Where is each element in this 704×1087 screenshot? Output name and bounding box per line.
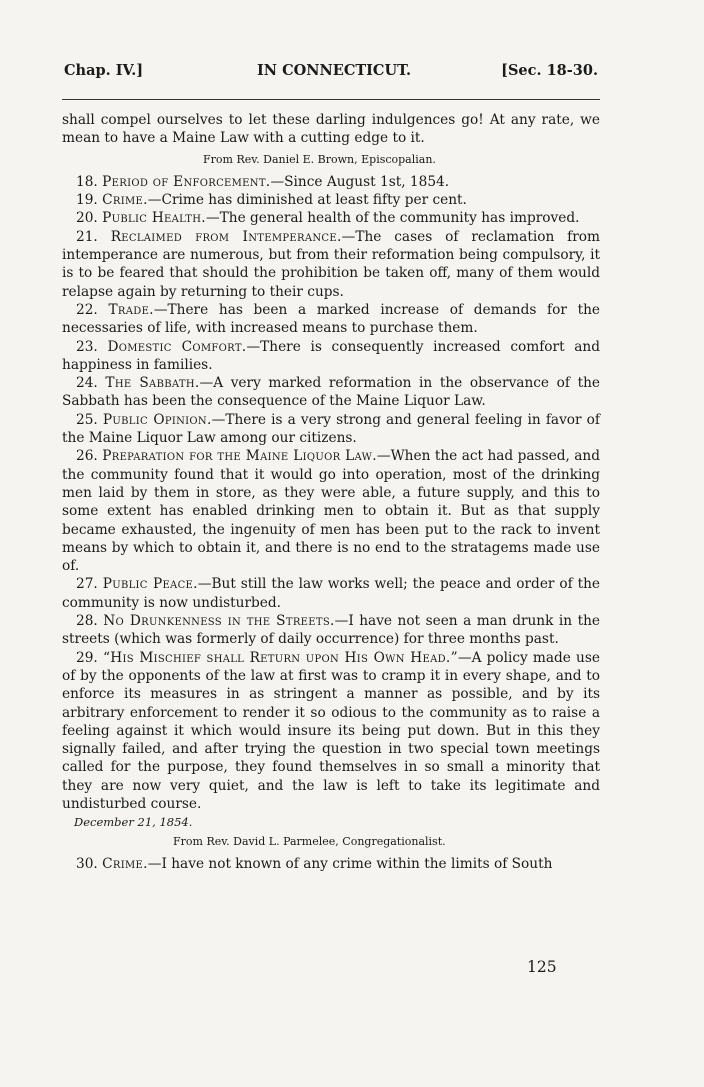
section-28 [62, 612, 600, 649]
section-29 [62, 649, 600, 814]
section-text: —I have not known of any crime within the limits of South [147, 855, 553, 872]
section-number: 25. [76, 411, 98, 428]
section-text: —I have not seen a man drunk in the streets (which was formerly of daily occurrence) for three months past. [62, 613, 601, 648]
section-text: —There has been a marked increase of demands for the necessaries of life, with increased means to purchase them. [62, 301, 600, 337]
section-text: —The cases of reclamation from intemperance are numerous, but from their reformation being compulsory, it is to be feared that should the prohibition be taken off, many of them would relapse again by returning to their cups. [62, 228, 600, 300]
section-number: 19. [76, 192, 98, 209]
section-text: —When the act had passed, and the community found that it would go into operation, most of the drinking men laid by them in store, as they were able, a future supply, and this to some extent has enabled drinking men to obtain it. But as that supply became exhausted, the ingenuity of men has been put to the rack to invent means by which to obtain it, and there is no end to the stratagems made use of. [62, 448, 600, 575]
section-heading: Public Opinion. [102, 411, 212, 428]
section-number: 26. [76, 448, 98, 465]
section-number: 21. [76, 228, 98, 245]
section-25 [62, 411, 600, 448]
section-number: 24. [76, 375, 98, 392]
header-rule [62, 99, 600, 100]
section-text: —But still the law works well; the peace and order of the community is now undisturbed. [62, 576, 601, 611]
section-heading: Domestic Comfort. [107, 338, 247, 355]
section-22 [62, 301, 600, 338]
section-text: —Crime has diminished at least fifty per cent. [147, 192, 467, 209]
section-heading: Crime. [102, 192, 148, 209]
section-number: 23. [76, 338, 98, 355]
section-number: 30. [76, 855, 98, 872]
section-18 [62, 173, 600, 191]
body-text [62, 111, 600, 873]
section-text: —A very marked reformation in the observance of the Sabbath has been the consequence of the Maine Liquor Law. [62, 375, 600, 410]
running-head-title: IN CONNECTICUT. [257, 62, 412, 79]
section-27 [62, 575, 600, 612]
section-number: 27. [76, 576, 98, 593]
section-heading: “His Mischief shall Return upon His Own Head.” [102, 649, 458, 666]
section-number: 18. [76, 173, 98, 190]
attribution-parmelee: From Rev. David L. Parmelee, Congregationalist. [173, 834, 446, 848]
section-number: 28. [76, 613, 98, 630]
section-21 [62, 228, 600, 301]
running-head-chapter: Chap. IV.] [64, 62, 144, 79]
section-heading: Reclaimed from Intemperance. [110, 228, 342, 245]
section-heading: Public Health. [102, 210, 206, 227]
section-20 [62, 209, 600, 227]
section-heading: No Drunkenness in the Streets. [103, 613, 335, 630]
opening-paragraph: shall compel ourselves to let these darling indulgences go! At any rate, we mean to have a Maine Law with a cutting edge to it. [62, 112, 600, 147]
letter-date: December 21, 1854. [74, 815, 193, 830]
section-26 [62, 447, 600, 575]
section-heading: Period of Enforcement. [102, 173, 271, 190]
section-24 [62, 374, 600, 411]
section-19 [62, 191, 600, 209]
section-30 [62, 855, 600, 873]
section-text: —Since August 1st, 1854. [270, 173, 450, 190]
section-text: —A policy made use of by the opponents of the law at first was to cramp it in every shape, and to enforce its measures in as stringent a manner as possible, and by its arbitrary enforcement to render it so odious to the community as to raise a feeling against it which would insure its being put down. But in this they signally failed, and after trying the question in two special town meetings called for the purpose, they found themselves in so small a minority that they are now very quiet, and the law is left to take its legitimate and undisturbed course. [62, 649, 600, 812]
section-heading: The Sabbath. [105, 375, 200, 392]
section-text: —There is a very strong and general feeling in favor of the Maine Liquor Law among our citizens. [62, 411, 600, 447]
section-heading: Trade. [108, 301, 154, 318]
section-text: —The general health of the community has improved. [205, 210, 580, 227]
running-head [62, 62, 600, 86]
section-heading: Crime. [102, 855, 148, 872]
running-head-sections: [Sec. 18-30. [501, 62, 598, 79]
page-number: 125 [527, 958, 557, 976]
section-text: —There is consequently increased comfort and happiness in families. [62, 338, 600, 373]
section-number: 29. [76, 649, 98, 666]
section-heading: Preparation for the Maine Liquor Law. [102, 448, 377, 465]
section-heading: Public Peace. [102, 576, 198, 593]
attribution-brown: From Rev. Daniel E. Brown, Episcopalian. [203, 152, 436, 166]
section-23 [62, 338, 600, 375]
section-number: 20. [76, 210, 98, 227]
section-number: 22. [76, 301, 98, 318]
